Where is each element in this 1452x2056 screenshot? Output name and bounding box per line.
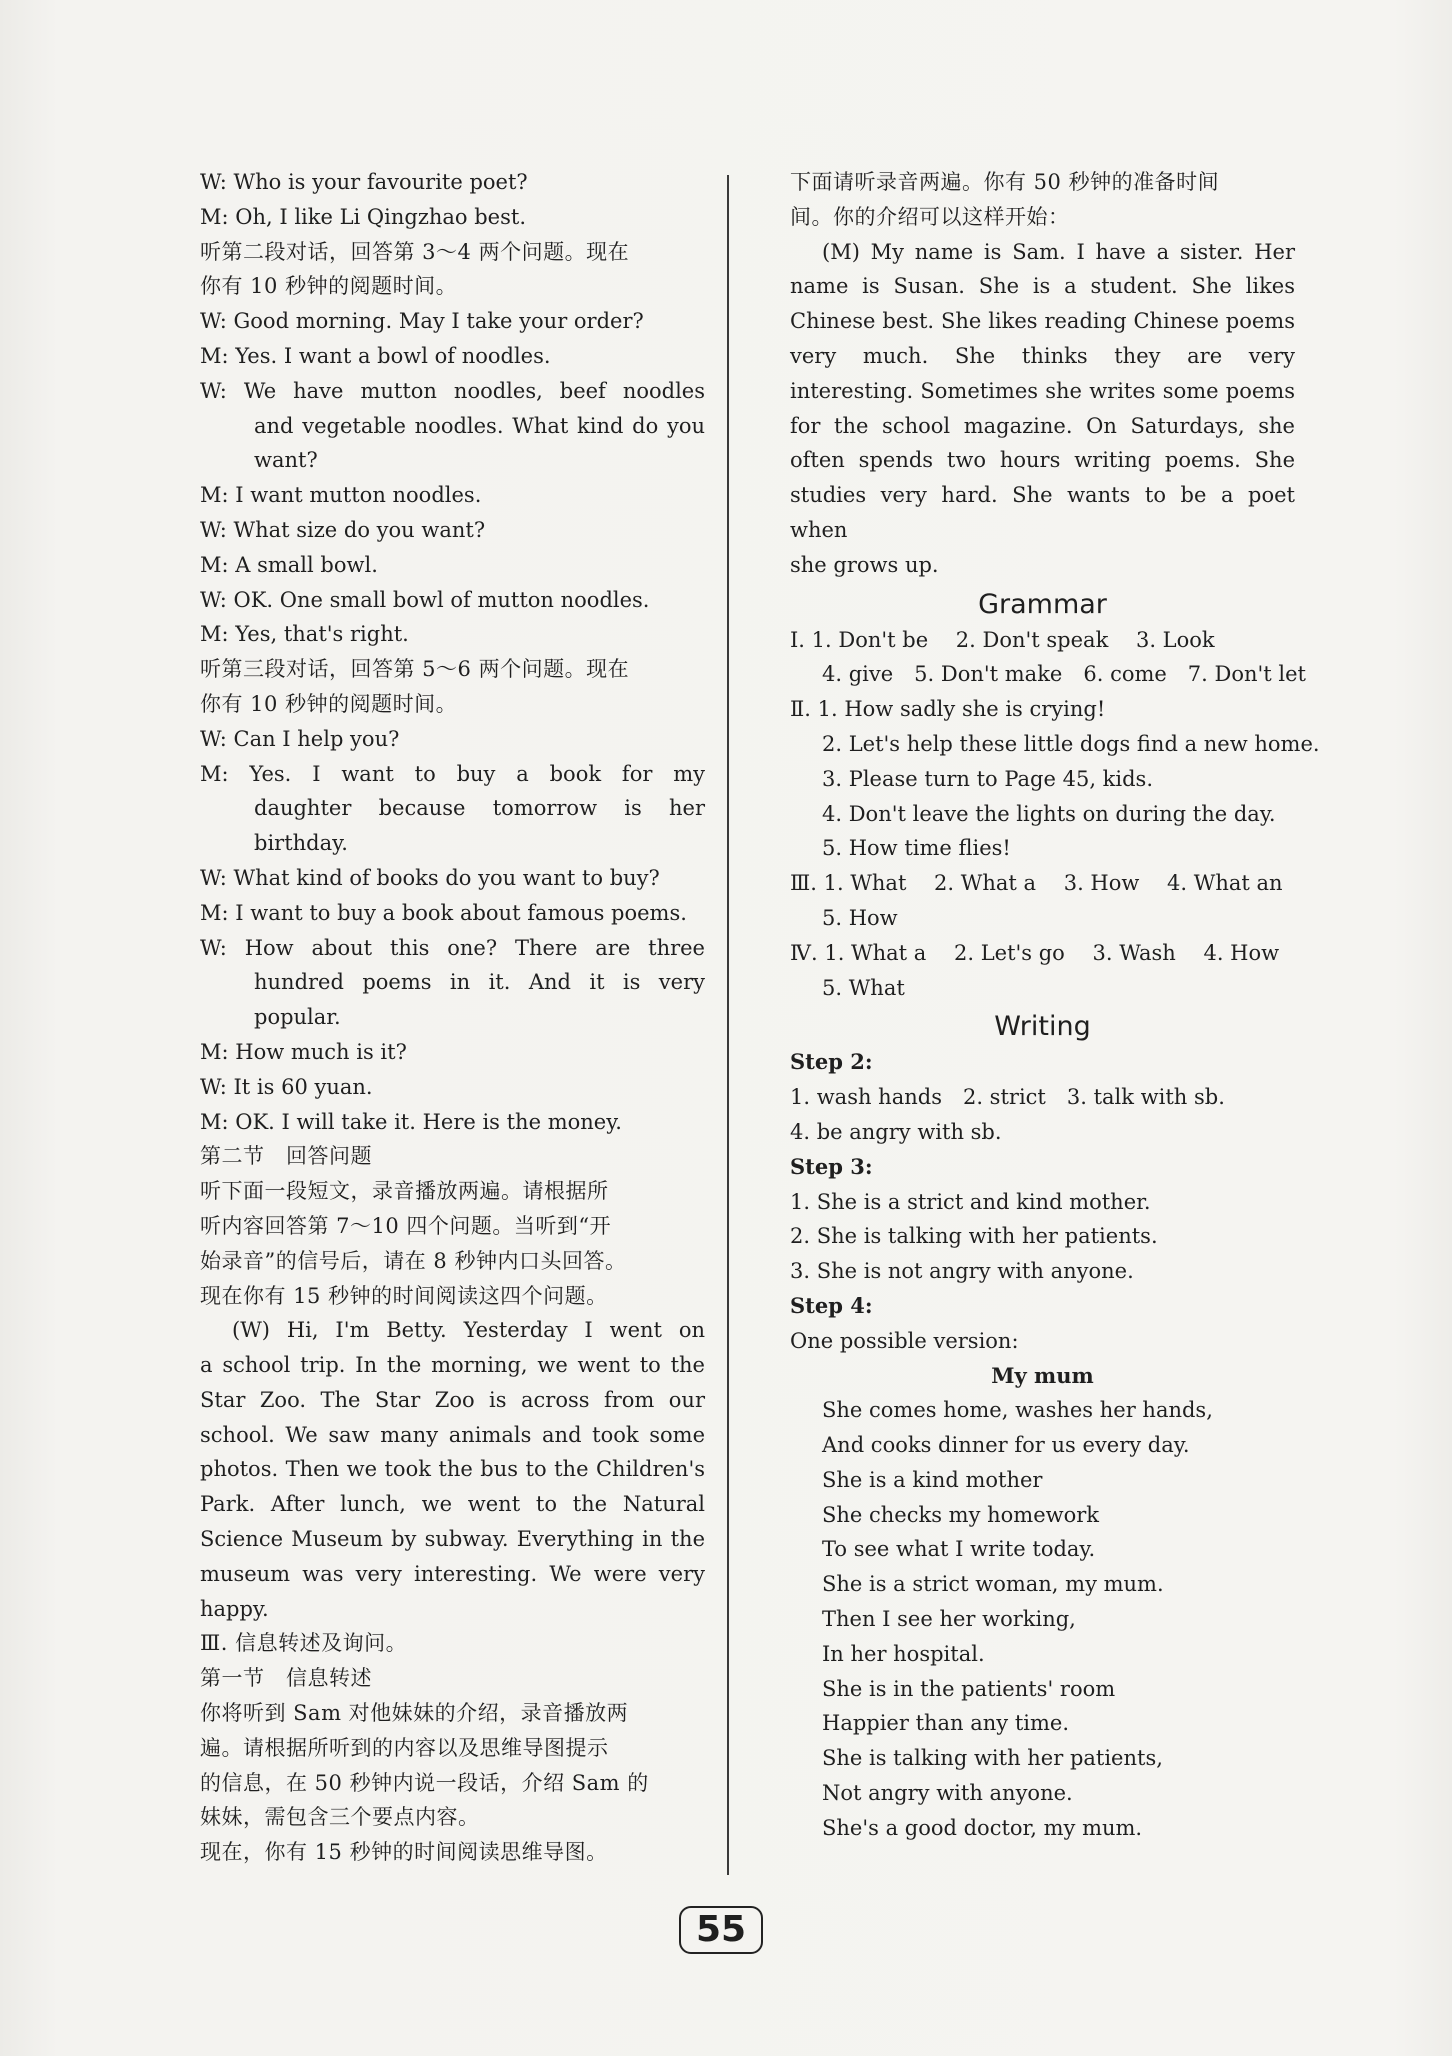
text-line: One possible version: <box>790 1328 1019 1353</box>
text-line: birthday. <box>254 831 348 856</box>
text-line: W: We have mutton noodles, beef noodles <box>200 378 705 403</box>
text-line: she grows up. <box>790 552 939 577</box>
text-line: name is Susan. She is a student. She likes <box>790 274 1295 299</box>
text-line: Ⅳ. 1. What a 2. Let's go 3. Wash 4. How <box>790 940 1280 965</box>
text-line: 4. Don't leave the lights on during the day. <box>822 801 1276 826</box>
text-line: She is a strict woman, my mum. <box>822 1572 1164 1597</box>
text-line: 4. be angry with sb. <box>790 1119 1002 1144</box>
text-line: happy. <box>200 1596 269 1621</box>
text-line: Ⅲ. 1. What 2. What a 3. How 4. What an <box>790 871 1283 896</box>
text-line: Star Zoo. The Star Zoo is across from our <box>200 1387 705 1412</box>
text-line: 听第三段对话，回答第 5～6 两个问题。现在 <box>200 657 630 682</box>
text-line: 遍。请根据所听到的内容以及思维导图提示 <box>200 1735 609 1760</box>
text-line: She's a good doctor, my mum. <box>822 1815 1143 1840</box>
text-line: 间。你的介绍可以这样开始： <box>790 204 1070 229</box>
text-line: W: What size do you want? <box>200 517 486 542</box>
text-line: museum was very interesting. We were very <box>200 1561 705 1586</box>
text-line: M: I want to buy a book about famous poems. <box>200 900 687 925</box>
text-line: 你有 10 秒钟的阅题时间。 <box>200 274 458 299</box>
text-line: photos. Then we took the bus to the Children's <box>200 1457 705 1482</box>
right-column <box>790 165 1320 1846</box>
text-line: (W) Hi, I'm Betty. Yesterday I went on <box>232 1318 705 1343</box>
text-line: school. We saw many animals and took some <box>200 1422 705 1447</box>
text-line: daughter because tomorrow is her <box>254 796 705 821</box>
text-line: Park. After lunch, we went to the Natural <box>200 1492 705 1517</box>
text-line: 3. Please turn to Page 45, kids. <box>822 766 1154 791</box>
text-line: W: It is 60 yuan. <box>200 1074 373 1099</box>
text-line: 第一节 信息转述 <box>200 1666 372 1691</box>
text-line: 下面请听录音两遍。你有 50 秒钟的准备时间 <box>790 170 1220 194</box>
text-line: M: How much is it? <box>200 1039 407 1064</box>
text-line: for the school magazine. On Saturdays, she <box>790 413 1295 438</box>
text-line: To see what I write today. <box>822 1537 1096 1562</box>
text-line: W: Can I help you? <box>200 726 400 751</box>
text-line: 听内容回答第 7～10 四个问题。当听到“开 <box>200 1213 612 1238</box>
text-line: 3. She is not angry with anyone. <box>790 1259 1134 1284</box>
text-line: 1. She is a strict and kind mother. <box>790 1189 1151 1214</box>
text-line: 第二节 回答问题 <box>200 1144 372 1169</box>
text-line: 4. give 5. Don't make 6. come 7. Don't let <box>822 662 1306 687</box>
text-line: 2. She is talking with her patients. <box>790 1224 1158 1249</box>
text-line: She is a kind mother <box>822 1467 1043 1492</box>
text-line: 现在，你有 15 秒钟的时间阅读思维导图。 <box>200 1840 608 1865</box>
left-column <box>200 165 705 1870</box>
column-divider <box>727 175 729 1875</box>
text-line: Ⅱ. 1. How sadly she is crying! <box>790 697 1106 722</box>
text-line: And cooks dinner for us every day. <box>822 1433 1190 1458</box>
text-line: M: Yes. I want to buy a book for my <box>200 761 705 786</box>
text-line: Chinese best. She likes reading Chinese poems <box>790 309 1295 334</box>
text-line: want? <box>254 448 318 473</box>
text-line: and vegetable noodles. What kind do you <box>254 413 705 438</box>
text-line: Ⅲ. 信息转述及询问。 <box>200 1631 408 1656</box>
text-line: 2. Let's help these little dogs find a new home. <box>822 731 1320 756</box>
text-line: Then I see her working, <box>822 1607 1076 1632</box>
text-line: Happier than any time. <box>822 1711 1070 1736</box>
text-line: 听第二段对话，回答第 3～4 两个问题。现在 <box>200 239 630 264</box>
text-line: Science Museum by subway. Everything in the <box>200 1527 705 1552</box>
text-line: 1. wash hands 2. strict 3. talk with sb. <box>790 1085 1225 1110</box>
text-line: 5. How <box>822 905 898 930</box>
text-line: M: Yes. I want a bowl of noodles. <box>200 343 551 368</box>
text-line: 始录音”的信号后，请在 8 秒钟内口头回答。 <box>200 1248 627 1273</box>
text-line: W: Who is your favourite poet? <box>200 170 528 194</box>
text-line: 的信息，在 50 秒钟内说一段话，介绍 Sam 的 <box>200 1770 649 1795</box>
section-heading: Writing <box>994 1011 1091 1043</box>
text-line: 听下面一段短文，录音播放两遍。请根据所 <box>200 1179 609 1204</box>
text-line: M: A small bowl. <box>200 552 378 577</box>
text-line: M: Oh, I like Li Qingzhao best. <box>200 204 527 229</box>
text-line: In her hospital. <box>822 1641 985 1666</box>
text-line: M: I want mutton noodles. <box>200 483 482 508</box>
text-line: 你将听到 Sam 对他妹妹的介绍，录音播放两 <box>200 1701 629 1726</box>
text-line: a school trip. In the morning, we went to the <box>200 1353 705 1378</box>
text-line: Step 2: <box>790 1049 873 1075</box>
text-line: She is talking with her patients, <box>822 1746 1163 1771</box>
text-line: Step 3: <box>790 1153 873 1179</box>
text-line: 妹妹，需包含三个要点内容。 <box>200 1805 480 1830</box>
text-line: often spends two hours writing poems. She <box>790 448 1295 473</box>
text-line: 你有 10 秒钟的阅题时间。 <box>200 691 458 716</box>
text-line: She comes home, washes her hands, <box>822 1398 1213 1423</box>
text-line: hundred poems in it. And it is very <box>254 970 705 995</box>
text-line: W: Good morning. May I take your order? <box>200 309 644 334</box>
text-line: 现在你有 15 秒钟的时间阅读这四个问题。 <box>200 1283 608 1308</box>
section-heading: Grammar <box>978 588 1107 620</box>
text-line: 5. How time flies! <box>822 836 1011 861</box>
text-line: M: Yes, that's right. <box>200 622 409 647</box>
text-line: studies very hard. She wants to be a poet when <box>790 483 1295 542</box>
text-line: (M) My name is Sam. I have a sister. Her <box>822 239 1295 264</box>
page-number: 55 <box>679 1906 763 1954</box>
text-line: Ⅰ. 1. Don't be 2. Don't speak 3. Look <box>790 627 1215 652</box>
text-line: interesting. Sometimes she writes some poems <box>790 378 1295 403</box>
text-line: W: What kind of books do you want to buy? <box>200 865 660 890</box>
text-line: very much. She thinks they are very <box>790 343 1295 368</box>
text-line: She checks my homework <box>822 1502 1100 1527</box>
text-line: 5. What <box>822 975 905 1000</box>
text-line: M: OK. I will take it. Here is the money. <box>200 1109 622 1134</box>
text-line: Not angry with anyone. <box>822 1781 1073 1806</box>
text-line: popular. <box>254 1005 341 1030</box>
text-line: My mum <box>991 1362 1094 1388</box>
text-line: She is in the patients' room <box>822 1676 1116 1701</box>
text-line: W: OK. One small bowl of mutton noodles. <box>200 587 650 612</box>
text-line: Step 4: <box>790 1292 873 1318</box>
text-line: W: How about this one? There are three <box>200 935 705 960</box>
